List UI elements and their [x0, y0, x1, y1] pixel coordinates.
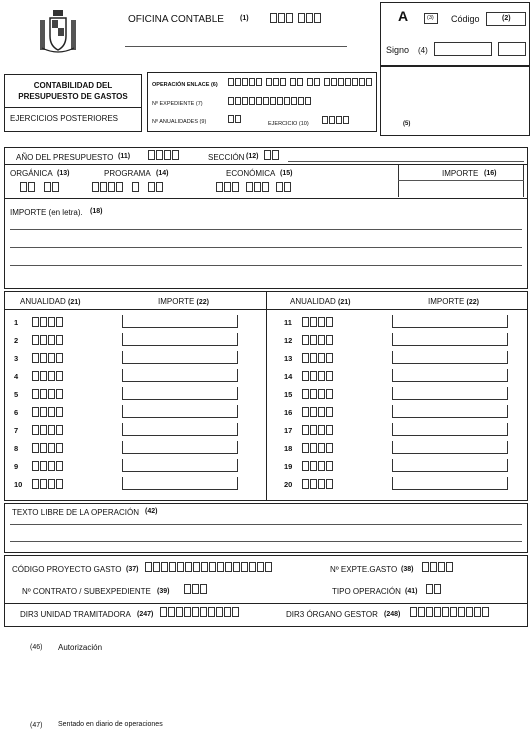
- section-label: SECCIÓN: [208, 153, 245, 162]
- operacion-enlace-label: OPERACIÓN ENLACE (6): [152, 82, 218, 88]
- anualidad-year-cells[interactable]: [32, 443, 63, 453]
- anualidad-year-cells[interactable]: [32, 425, 63, 435]
- ejercicio-cells[interactable]: [322, 116, 349, 124]
- anualidad-importe-field[interactable]: [392, 351, 508, 364]
- dir3-unidad-cells[interactable]: [160, 607, 239, 617]
- sentado-label: Sentado en diario de operaciones: [58, 721, 163, 728]
- anualidades-label: Nº ANUALIDADES (9): [152, 119, 207, 125]
- sign-label: Signo: [386, 45, 410, 55]
- programa-divider: [4, 198, 528, 199]
- contrato-cells[interactable]: [184, 584, 207, 594]
- anualidad-year-cells[interactable]: [302, 389, 333, 399]
- year-ref: (11): [118, 153, 131, 160]
- anualidad-year-cells[interactable]: [302, 335, 333, 345]
- anualidad-year-cells[interactable]: [302, 425, 333, 435]
- importe-letra-line-3[interactable]: [10, 265, 522, 266]
- importe-field[interactable]: [398, 165, 524, 197]
- anualidad-importe-field[interactable]: [122, 387, 238, 400]
- proyecto-cells[interactable]: [145, 562, 272, 572]
- anualidad-importe-field[interactable]: [122, 369, 238, 382]
- anualidad-label-left: ANUALIDAD (21): [20, 297, 81, 306]
- contabilidad-divider: [4, 107, 142, 108]
- anualidad-year-cells[interactable]: [32, 317, 63, 327]
- importe-letra-ref: (18): [90, 208, 103, 215]
- code-label: Código: [451, 14, 480, 24]
- economica-label: ECONÓMICA: [226, 169, 276, 178]
- expediente-label: Nº EXPEDIENTE (7): [152, 101, 203, 107]
- anualidad-row-number: 19: [284, 462, 293, 471]
- anualidad-row-number: 5: [14, 390, 19, 399]
- importe-letra-line-1[interactable]: [10, 229, 522, 230]
- organica-cells[interactable]: [20, 182, 59, 192]
- type-ref: (3): [427, 15, 434, 21]
- office-code-cells[interactable]: [270, 13, 321, 23]
- expediente-cells[interactable]: [228, 97, 311, 105]
- anualidad-year-cells[interactable]: [302, 317, 333, 327]
- organica-label: ORGÁNICA: [10, 169, 53, 178]
- dir3-unidad-ref: (247): [137, 611, 154, 618]
- sentado-ref: (47): [30, 722, 43, 729]
- contrato-label: Nº CONTRATO / SUBEXPEDIENTE: [22, 587, 151, 596]
- anualidad-year-cells[interactable]: [32, 479, 63, 489]
- importe-label: IMPORTE: [442, 169, 479, 178]
- importe-ref: (16): [484, 170, 497, 177]
- footer-divider: [4, 603, 528, 604]
- importe-letra-label: IMPORTE (en letra).: [10, 208, 83, 217]
- dir3-organo-cells[interactable]: [410, 607, 489, 617]
- anualidad-importe-field[interactable]: [392, 315, 508, 328]
- importe-label-right: IMPORTE (22): [428, 297, 479, 306]
- anualidad-year-cells[interactable]: [32, 353, 63, 363]
- expte-label: Nº EXPTE.GASTO: [330, 565, 398, 574]
- section-ref: (12): [246, 153, 259, 160]
- anualidad-row-number: 14: [284, 372, 293, 381]
- operacion-enlace-cells[interactable]: [228, 78, 372, 86]
- anualidad-row-number: 1: [14, 318, 19, 327]
- year-cells[interactable]: [148, 150, 179, 160]
- texto-libre-line-1[interactable]: [10, 524, 522, 525]
- anualidad-year-cells[interactable]: [302, 461, 333, 471]
- anualidad-row-number: 2: [14, 336, 19, 345]
- type-letter: A: [398, 8, 409, 24]
- autorizacion-label: Autorización: [58, 643, 103, 652]
- sign-ref: (4): [418, 46, 428, 55]
- anualidad-row-number: 13: [284, 354, 293, 363]
- anualidad-importe-field[interactable]: [122, 423, 238, 436]
- anualidad-row-number: 7: [14, 426, 19, 435]
- anualidades-divider: [266, 291, 267, 501]
- expte-cells[interactable]: [422, 562, 453, 572]
- importe-letra-line-2[interactable]: [10, 247, 522, 248]
- contrato-ref: (39): [157, 588, 170, 595]
- anualidad-importe-field[interactable]: [392, 387, 508, 400]
- anualidad-label-right: ANUALIDAD (21): [290, 297, 351, 306]
- section-line: [288, 161, 524, 162]
- importe-label-left: IMPORTE (22): [158, 297, 209, 306]
- anualidad-year-cells[interactable]: [302, 353, 333, 363]
- autorizacion-ref: (46): [30, 644, 43, 651]
- economica-cells[interactable]: [216, 182, 291, 192]
- anualidad-row-number: 12: [284, 336, 293, 345]
- anualidad-year-cells[interactable]: [302, 371, 333, 381]
- dir3-organo-label: DIR3 ÓRGANO GESTOR: [286, 610, 378, 619]
- anualidad-row-number: 18: [284, 444, 293, 453]
- anualidad-row-number: 10: [14, 480, 23, 489]
- anualidad-row-number: 16: [284, 408, 293, 417]
- anualidad-row-number: 6: [14, 408, 19, 417]
- anualidad-importe-field[interactable]: [392, 459, 508, 472]
- organica-ref: (13): [57, 170, 70, 177]
- texto-libre-ref: (42): [145, 508, 158, 515]
- field5-ref: (5): [403, 121, 411, 127]
- anualidad-importe-field[interactable]: [122, 333, 238, 346]
- coat-of-arms-icon: [38, 8, 78, 58]
- anualidad-importe-field[interactable]: [122, 315, 238, 328]
- office-ref: (1): [240, 15, 249, 22]
- anualidad-importe-field[interactable]: [392, 477, 508, 490]
- section-cells[interactable]: [264, 150, 279, 160]
- texto-libre-line-2[interactable]: [10, 541, 522, 542]
- code-ref: (2): [502, 15, 511, 22]
- anualidad-row-number: 3: [14, 354, 19, 363]
- programa-ref: (14): [156, 170, 169, 177]
- anualidad-year-cells[interactable]: [32, 461, 63, 471]
- anualidad-year-cells[interactable]: [32, 407, 63, 417]
- proyecto-label: CÓDIGO PROYECTO GASTO: [12, 565, 122, 574]
- anualidad-year-cells[interactable]: [302, 407, 333, 417]
- sign-field-2[interactable]: [498, 42, 526, 56]
- anualidad-importe-field[interactable]: [122, 441, 238, 454]
- anualidad-row-number: 8: [14, 444, 19, 453]
- ejercicio-label: EJERCICIO (10): [268, 121, 309, 127]
- contabilidad-subtitle: EJERCICIOS POSTERIORES: [10, 114, 119, 123]
- anualidad-year-cells[interactable]: [32, 371, 63, 381]
- contabilidad-title: CONTABILIDAD DEL PRESUPUESTO DE GASTOS: [18, 81, 128, 101]
- dir3-unidad-label: DIR3 UNIDAD TRAMITADORA: [20, 610, 131, 619]
- tipo-cells[interactable]: [426, 584, 441, 594]
- anualidad-importe-field[interactable]: [122, 477, 238, 490]
- tipo-ref: (41): [405, 588, 418, 595]
- expte-ref: (38): [401, 566, 414, 573]
- texto-libre-label: TEXTO LIBRE DE LA OPERACIÓN: [12, 508, 139, 517]
- programa-cells[interactable]: [92, 182, 163, 192]
- anualidad-importe-field[interactable]: [122, 351, 238, 364]
- anualidad-importe-field[interactable]: [392, 423, 508, 436]
- dir3-organo-ref: (248): [384, 611, 401, 618]
- anualidad-importe-field[interactable]: [392, 405, 508, 418]
- anualidad-year-cells[interactable]: [32, 389, 63, 399]
- anualidad-importe-field[interactable]: [122, 405, 238, 418]
- office-line: [125, 46, 347, 47]
- anualidad-row-number: 15: [284, 390, 293, 399]
- economica-ref: (15): [280, 170, 293, 177]
- programa-label: PROGRAMA: [104, 169, 151, 178]
- anualidad-row-number: 20: [284, 480, 293, 489]
- anualidad-importe-field[interactable]: [392, 441, 508, 454]
- tipo-label: TIPO OPERACIÓN: [332, 587, 401, 596]
- anualidad-row-number: 4: [14, 372, 19, 381]
- anualidades-header-line: [4, 309, 528, 310]
- anualidad-importe-field[interactable]: [392, 333, 508, 346]
- importe-underline: [398, 180, 524, 181]
- year-label: AÑO DEL PRESUPUESTO: [16, 153, 114, 162]
- anualidad-row-number: 17: [284, 426, 293, 435]
- anualidad-importe-field[interactable]: [122, 459, 238, 472]
- anualidad-year-cells[interactable]: [302, 443, 333, 453]
- anualidad-row-number: 11: [284, 318, 292, 327]
- office-label: OFICINA CONTABLE: [128, 14, 224, 25]
- anualidad-year-cells[interactable]: [302, 479, 333, 489]
- anualidades-cells[interactable]: [228, 115, 241, 123]
- anualidad-importe-field[interactable]: [392, 369, 508, 382]
- sign-field-1[interactable]: [434, 42, 492, 56]
- anualidad-row-number: 9: [14, 462, 19, 471]
- proyecto-ref: (37): [126, 566, 139, 573]
- anualidad-year-cells[interactable]: [32, 335, 63, 345]
